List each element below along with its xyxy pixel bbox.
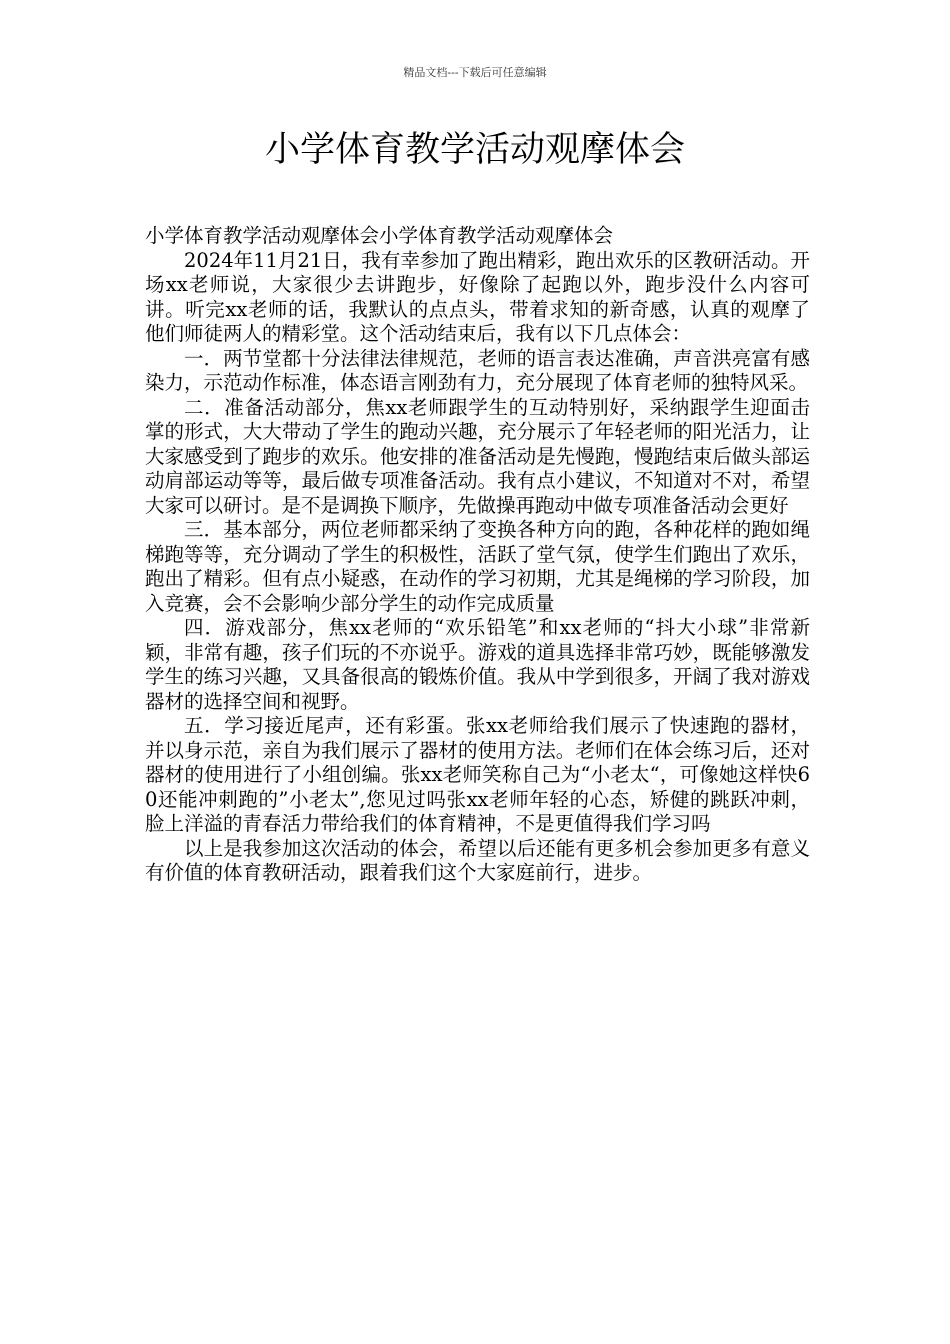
body-paragraph-point-1: 一．两节堂都十分法律法律规范，老师的语言表达准确，声音洪亮富有感染力，示范动作标准，体态语言刚劲有力，充分展现了体育老师的独特风采。 xyxy=(145,346,810,394)
body-paragraph-conclusion: 以上是我参加这次活动的体会，希望以后还能有更多机会参加更多有意义有价值的体育教研活动，跟着我们这个大家庭前行，进步。 xyxy=(145,836,810,884)
document-title: 小学体育教学活动观摩体会 xyxy=(264,130,685,170)
body-paragraph-point-4: 四．游戏部分，焦xx老师的“欢乐铅笔”和xx老师的“抖大小球”非常新颖，非常有趣，孩子们玩的不亦说乎。游戏的道具选择非常巧妙，既能够激发学生的练习兴趣，又具备很高的锻炼价值。我从中学到很多，开阔了我对游戏器材的选择空间和视野。 xyxy=(145,616,810,713)
body-paragraph-point-5: 五．学习接近尾声，还有彩蛋。张xx老师给我们展示了快速跑的器材，并以身示范，亲自为我们展示了器材的使用方法。老师们在体会练习后，还对器材的使用进行了小组创编。张xx老师笑称自己为“小老太“，可像她这样快60还能冲刺跑的”小老太”,您见过吗张xx老师年轻的心态，矫健的跳跃冲刺，脸上洋溢的青春活力带给我们的体育精神，不是更值得我们学习吗 xyxy=(145,714,810,835)
body-paragraph-point-2: 二．准备活动部分，焦xx老师跟学生的互动特别好，采纳跟学生迎面击掌的形式，大大带动了学生的跑动兴趣，充分展示了年轻老师的阳光活力，让大家感受到了跑步的欢乐。他安排的准备活动是先慢跑，慢跑结束后做头部运动肩部运动等等，最后做专项准备活动。我有点小建议，不知道对不对，希望大家可以研讨。是不是调换下顺序，先做操再跑动中做专项准备活动会更好 xyxy=(145,395,810,517)
header-note: 精品文档---下载后可任意编辑 xyxy=(403,66,547,79)
body-paragraph-intro: 2024年11月21日，我有幸参加了跑出精彩，跑出欢乐的区教研活动。开场xx老师说，大家很少去讲跑步，好像除了起跑以外，跑步没什么内容可讲。听完xx老师的话，我默认的点点头，带着求知的新奇感，认真的观摩了他们师徒两人的精彩堂。这个活动结束后，我有以下几点体会： xyxy=(145,248,810,345)
body-paragraph-subtitle: 小学体育教学活动观摩体会小学体育教学活动观摩体会 xyxy=(145,224,614,247)
body-paragraph-point-3: 三．基本部分，两位老师都采纳了变换各种方向的跑，各种花样的跑如绳梯跑等等，充分调动了学生的积极性，活跃了堂气氛，使学生们跑出了欢乐，跑出了精彩。但有点小疑惑，在动作的学习初期，尤其是绳梯的学习阶段，加入竞赛，会不会影响少部分学生的动作完成质量 xyxy=(145,518,810,615)
document-body xyxy=(145,224,810,886)
